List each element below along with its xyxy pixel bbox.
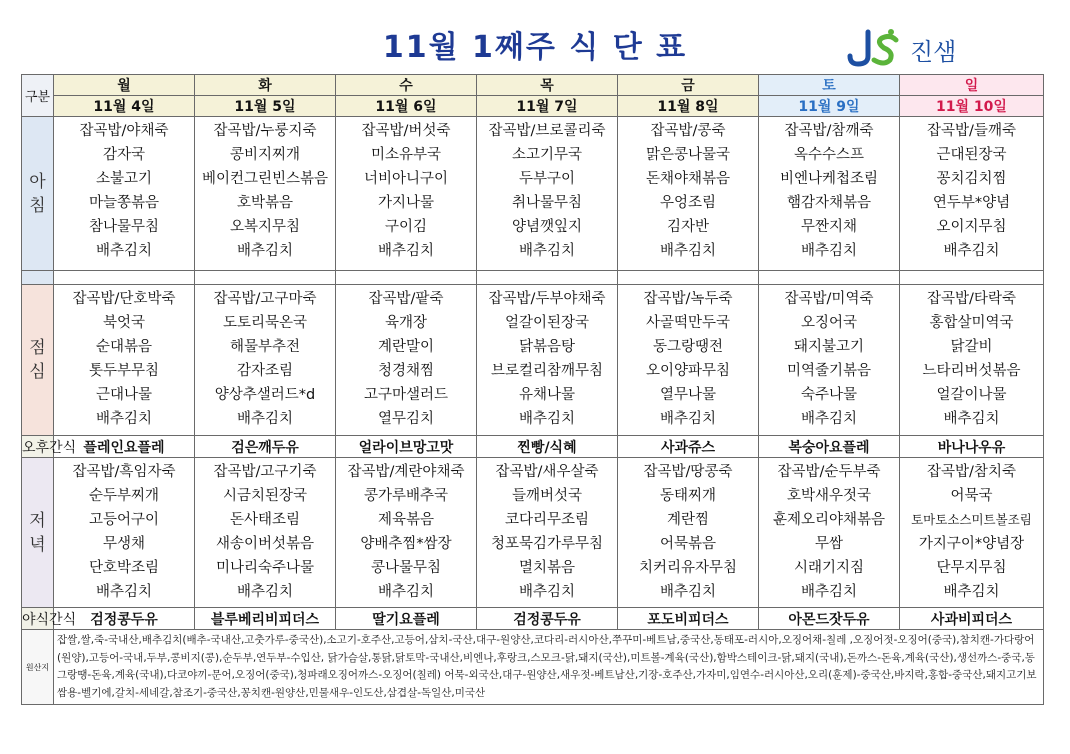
menu-item: 잡곡밥/버섯죽 <box>361 123 451 139</box>
menu-item: 소고기무국 <box>511 147 583 163</box>
menu-item: 잡곡밥/누룽지죽 <box>213 123 317 139</box>
snack-cell: 얼라이브망고맛 <box>336 436 477 458</box>
menu-item: 잡곡밥/녹두죽 <box>643 291 733 307</box>
day-header: 화 <box>195 75 336 96</box>
menu-item: 유채나물 <box>518 387 576 403</box>
day-header: 금 <box>618 75 759 96</box>
menu-item: 어묵국 <box>950 488 993 504</box>
snack-cell: 사과비피더스 <box>900 608 1044 630</box>
menu-item: 연두부*양념 <box>932 195 1011 211</box>
menu-item: 시금치된장국 <box>222 488 308 504</box>
menu-item: 배추김치 <box>236 411 294 427</box>
menu-item: 훈제오리야채볶음 <box>772 512 886 528</box>
menu-cell <box>336 458 477 608</box>
menu-item: 열무나물 <box>659 387 717 403</box>
day-header-sunday: 일 <box>900 75 1044 96</box>
menu-item: 옥수수스프 <box>793 147 865 163</box>
menu-item: 배추김치 <box>236 243 294 259</box>
menu-item: 배추김치 <box>518 243 576 259</box>
menu-item: 양상추샐러드*d <box>214 387 316 403</box>
menu-item: 햄감자채볶음 <box>786 195 872 211</box>
menu-item: 배추김치 <box>800 243 858 259</box>
menu-item: 계란찜 <box>666 512 710 528</box>
menu-item: 잡곡밥/미역죽 <box>784 291 874 307</box>
menu-item: 잡곡밥/고구마죽 <box>213 291 317 307</box>
menu-item: 오복지무침 <box>229 219 301 235</box>
menu-item: 순두부찌개 <box>88 488 160 504</box>
day-header: 월 <box>54 75 195 96</box>
menu-item: 사골떡만두국 <box>645 315 731 331</box>
snack-cell: 딸기요플레 <box>336 608 477 630</box>
menu-item: 얼갈이나물 <box>936 387 1007 403</box>
menu-item: 감자조림 <box>236 363 294 379</box>
menu-item: 숙주나물 <box>800 387 858 403</box>
menu-item: 브로컬리참깨무침 <box>490 363 604 379</box>
date-header: 11월 8일 <box>618 96 759 117</box>
snack-cell: 아몬드잣두유 <box>759 608 900 630</box>
snack-cell: 포도비피더스 <box>618 608 759 630</box>
date-header: 11월 4일 <box>54 96 195 117</box>
menu-cell <box>477 117 618 271</box>
afternoon-snack-row <box>22 436 1044 458</box>
menu-item: 콩나물무침 <box>370 560 442 576</box>
menu-item: 양배추찜*쌈장 <box>360 536 452 552</box>
menu-item: 너비아니구이 <box>363 171 449 187</box>
menu-cell <box>477 285 618 436</box>
menu-item: 어묵볶음 <box>659 536 717 552</box>
menu-item: 콩비지찌개 <box>229 147 301 163</box>
menu-cell <box>618 117 759 271</box>
origin-label: 원산지 <box>22 630 54 705</box>
menu-item: 잡곡밥/고구기죽 <box>213 464 317 480</box>
menu-item: 잡곡밥/타락죽 <box>927 291 1016 307</box>
breakfast-spacer-row <box>22 271 1044 285</box>
snack-cell: 바나나우유 <box>900 436 1044 458</box>
menu-cell <box>336 285 477 436</box>
menu-item: 시래기지짐 <box>793 560 865 576</box>
menu-item: 취나물무침 <box>511 195 583 211</box>
menu-cell <box>54 285 195 436</box>
menu-item: 배추김치 <box>800 584 858 600</box>
menu-item: 소불고기 <box>95 171 153 187</box>
menu-item: 동그랑땡전 <box>652 339 724 355</box>
dinner-row <box>22 458 1044 608</box>
date-header: 11월 7일 <box>477 96 618 117</box>
menu-item: 닭볶음탕 <box>518 339 576 355</box>
menu-cell <box>336 117 477 271</box>
menu-item: 꽁치김치찜 <box>936 171 1007 187</box>
snack-cell: 찐빵/식혜 <box>477 436 618 458</box>
menu-item: 톳두부무침 <box>88 363 160 379</box>
menu-item: 배추김치 <box>659 411 717 427</box>
menu-item: 비엔나케첩조림 <box>779 171 879 187</box>
page-title: 11월 1째주 식 단 표 <box>382 30 688 65</box>
menu-item: 무짠지채 <box>800 219 858 235</box>
menu-item: 배추김치 <box>377 584 435 600</box>
dinner-label: 저 녁 <box>22 458 54 608</box>
menu-cell <box>900 285 1044 436</box>
menu-item: 도토리묵온국 <box>222 315 308 331</box>
menu-item: 잡곡밥/새우살죽 <box>495 464 599 480</box>
origin-text: 잡쌀,쌀,죽-국내산,배추김치(배추-국내산,고춧가루-중국산),소고기-호주산,고등어,삼치-국산,대구-원양산,코다리-러시아산,쭈꾸미-베트남,중국산,동태포-러시아,오징어채-칠레 ,오징어젓-오징어(중국),참치캔-가다랑어(원양),고등어-국내,두부,콩비지(콩),순두부,연두부-수입산, 닭가슴살,통닭,닭토막-국내산,비엔나,후랑크,스모크-닭,돼지(국산),미트볼-계육(국산),함박스테이크-닭,돼지(국내),돈까스-돈육,계육(국산),생선까스-중국,동그랑땡-돈육,계육(국내),다코야끼-문어,오징어(중국),청파래오징어까스-오징어(칠레) 어묵-외국산,대구-원양산,새우젓-베트남산,기장-호주산,가자미,임연수-러시아산,오리(훈제)-중국산,바지락,홍합-중국산,돼지고기보쌈용-벨기에,갈치-세네갈,참조기-중국산,꽁치캔-원양산,민물새우-인도산,삼겹살-독일산,미국산 <box>54 630 1044 705</box>
menu-item: 두부구이 <box>518 171 576 187</box>
menu-item: 얼갈이된장국 <box>504 315 590 331</box>
menu-cell <box>54 458 195 608</box>
lunch-label: 점 심 <box>22 285 54 436</box>
menu-cell <box>195 285 336 436</box>
menu-item: 가지나물 <box>377 195 435 211</box>
menu-item: 근대나물 <box>95 387 153 403</box>
menu-item: 미소유부국 <box>370 147 442 163</box>
menu-item: 배추김치 <box>518 411 576 427</box>
snack-cell: 검정콩두유 <box>477 608 618 630</box>
menu-item: 코다리무조림 <box>504 512 590 528</box>
js-logo-icon <box>846 26 906 68</box>
menu-item: 미역줄기볶음 <box>786 363 872 379</box>
menu-item: 돈사태조림 <box>229 512 301 528</box>
menu-item: 배추김치 <box>943 243 1000 259</box>
menu-item: 맑은콩나물국 <box>645 147 731 163</box>
menu-cell <box>759 285 900 436</box>
menu-item: 잡곡밥/들깨죽 <box>927 123 1016 139</box>
date-header: 11월 6일 <box>336 96 477 117</box>
snack-cell: 검은깨두유 <box>195 436 336 458</box>
afternoon-snack-label: 오후간식 <box>22 436 54 458</box>
menu-item: 배추김치 <box>95 411 153 427</box>
menu-item: 참나물무침 <box>88 219 160 235</box>
menu-item: 들깨버섯국 <box>511 488 583 504</box>
snack-cell: 플레인요플레 <box>54 436 195 458</box>
date-header: 11월 5일 <box>195 96 336 117</box>
snack-cell: 블루베리비피더스 <box>195 608 336 630</box>
snack-cell: 복숭아요플레 <box>759 436 900 458</box>
menu-item: 단호박조림 <box>88 560 160 576</box>
menu-item: 고구마샐러드 <box>363 387 449 403</box>
breakfast-row <box>22 117 1044 271</box>
snack-cell: 검정콩두유 <box>54 608 195 630</box>
menu-item: 배추김치 <box>518 584 576 600</box>
day-header: 목 <box>477 75 618 96</box>
menu-item: 무생채 <box>102 536 146 552</box>
menu-cell <box>759 458 900 608</box>
day-header-saturday: 토 <box>759 75 900 96</box>
menu-item: 돼지불고기 <box>793 339 865 355</box>
date-header-saturday: 11월 9일 <box>759 96 900 117</box>
menu-item: 배추김치 <box>95 243 153 259</box>
menu-item: 잡곡밥/단호박죽 <box>72 291 176 307</box>
menu-item: 잡곡밥/야채죽 <box>79 123 169 139</box>
lunch-row <box>22 285 1044 436</box>
menu-item: 우엉조림 <box>659 195 717 211</box>
menu-item: 청경채찜 <box>377 363 435 379</box>
menu-cell <box>195 458 336 608</box>
menu-item: 멸치볶음 <box>518 560 576 576</box>
menu-item: 호박볶음 <box>236 195 294 211</box>
menu-item: 돈채야채볶음 <box>645 171 731 187</box>
menu-item: 홍합살미역국 <box>929 315 1014 331</box>
evening-snack-row <box>22 608 1044 630</box>
menu-item: 배추김치 <box>800 411 858 427</box>
menu-item: 잡곡밥/흑임자죽 <box>72 464 176 480</box>
snack-cell: 사과쥬스 <box>618 436 759 458</box>
menu-item: 새송이버섯볶음 <box>215 536 315 552</box>
menu-cell <box>759 117 900 271</box>
menu-item: 잡곡밥/팥죽 <box>368 291 444 307</box>
date-header-sunday: 11월 10일 <box>900 96 1044 117</box>
menu-item: 치커리유자무침 <box>638 560 738 576</box>
menu-table <box>21 74 1044 705</box>
menu-item: 순대볶음 <box>95 339 153 355</box>
menu-cell <box>195 117 336 271</box>
menu-item: 계란말이 <box>377 339 435 355</box>
menu-item: 청포묵김가루무침 <box>490 536 604 552</box>
breakfast-label: 아 침 <box>22 117 54 271</box>
menu-item: 잡곡밥/참깨죽 <box>784 123 874 139</box>
menu-item: 구이김 <box>384 219 428 235</box>
table-header <box>22 75 1044 117</box>
evening-snack-label: 야식간식 <box>22 608 54 630</box>
menu-item: 잡곡밥/참치죽 <box>927 464 1016 480</box>
menu-item: 호박새우젓국 <box>786 488 872 504</box>
menu-item: 배추김치 <box>95 584 153 600</box>
origin-row <box>22 630 1044 705</box>
menu-item: 오이양파무침 <box>645 363 731 379</box>
menu-item: 닭갈비 <box>950 339 993 355</box>
menu-item: 토마토소스미트볼조림 <box>911 512 1032 527</box>
brand-logo <box>846 26 1046 68</box>
menu-cell <box>618 285 759 436</box>
menu-item: 고등어구이 <box>88 512 160 528</box>
menu-item: 제육볶음 <box>377 512 435 528</box>
menu-item: 잡곡밥/땅콩죽 <box>643 464 733 480</box>
menu-item: 김자반 <box>666 219 710 235</box>
menu-item: 배추김치 <box>943 411 1000 427</box>
menu-cell <box>900 117 1044 271</box>
menu-item: 동태찌개 <box>659 488 717 504</box>
day-header: 수 <box>336 75 477 96</box>
menu-item: 열무김치 <box>377 411 435 427</box>
menu-item: 무쌈 <box>814 536 843 552</box>
menu-item: 잡곡밥/브로콜리죽 <box>488 123 606 139</box>
menu-item: 잡곡밥/계란야채죽 <box>347 464 465 480</box>
menu-cell <box>618 458 759 608</box>
brand-name: 진샘 <box>910 38 957 66</box>
menu-item: 마늘쫑볶음 <box>88 195 160 211</box>
row-label: 구분 <box>22 75 54 117</box>
menu-item: 양념깻잎지 <box>511 219 583 235</box>
menu-item: 근대된장국 <box>936 147 1007 163</box>
menu-cell <box>900 458 1044 608</box>
menu-item: 북엇국 <box>102 315 146 331</box>
menu-item: 배추김치 <box>659 243 717 259</box>
menu-cell <box>477 458 618 608</box>
menu-item: 느타리버섯볶음 <box>922 363 1021 379</box>
menu-item: 배추김치 <box>659 584 717 600</box>
menu-item: 베이컨그린빈스볶음 <box>201 171 329 187</box>
menu-item: 육개장 <box>384 315 428 331</box>
menu-item: 배추김치 <box>236 584 294 600</box>
menu-item: 단무지무침 <box>936 560 1007 576</box>
menu-item: 미나리숙주나물 <box>215 560 315 576</box>
menu-item: 배추김치 <box>377 243 435 259</box>
menu-item: 감자국 <box>102 147 146 163</box>
menu-item: 잡곡밥/순두부죽 <box>777 464 881 480</box>
menu-item: 콩가루배추국 <box>363 488 449 504</box>
menu-item: 해물부추전 <box>229 339 301 355</box>
menu-item: 가지구이*양념장 <box>918 536 1025 552</box>
menu-item: 배추김치 <box>943 584 1000 600</box>
menu-item: 잡곡밥/콩죽 <box>650 123 726 139</box>
menu-cell <box>54 117 195 271</box>
menu-item: 오징어국 <box>800 315 858 331</box>
menu-item: 잡곡밥/두부야채죽 <box>488 291 606 307</box>
menu-item: 오이지무침 <box>936 219 1007 235</box>
